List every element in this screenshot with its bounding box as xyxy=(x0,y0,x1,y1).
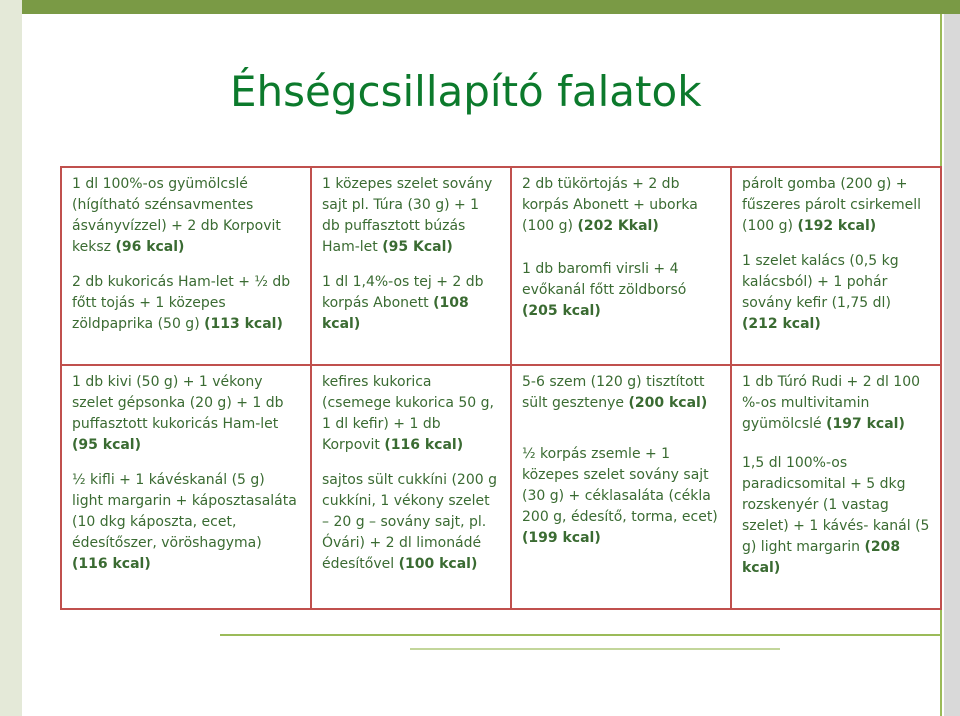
snack-text: sajtos sült cukkíni (200 g cukkíni, 1 vékony szelet – 20 g – sovány sajt, pl. Óvári) + 2 dl limonádé édesítővel xyxy=(322,472,497,572)
snack-text: 1 közepes szelet sovány sajt pl. Túra (30 g) + 1 db puffasztott búzás Ham-let xyxy=(322,176,493,255)
snack-cell-7 xyxy=(510,364,732,610)
snack-item xyxy=(522,372,720,414)
snack-kcal: (116 kcal) xyxy=(72,556,151,572)
snack-item xyxy=(72,174,300,258)
snack-kcal: (113 kcal) xyxy=(204,316,283,332)
snack-text: 2 db kukoricás Ham-let + ½ db főtt tojás + 1 közepes zöldpaprika (50 g) xyxy=(72,274,291,332)
snack-kcal: (100 kcal) xyxy=(398,556,478,572)
snack-item xyxy=(522,444,720,549)
slide-title: Éhségcsillapító falatok xyxy=(230,67,702,116)
snack-text: 1 dl 100%-os gyümölcslé (hígítható szénsavmentes ásványvízzel) + 2 db Korpovit keksz xyxy=(72,176,281,255)
bottom-divider-line xyxy=(220,634,940,636)
snack-item xyxy=(522,259,720,322)
snack-item xyxy=(742,251,930,335)
snack-text: ½ kifli + 1 kávéskanál (5 g) light margarin + káposztasaláta (10 dkg káposzta, ecet, édesítőszer, vöröshagyma) xyxy=(72,472,297,551)
snack-kcal: (96 kcal) xyxy=(115,239,185,255)
right-decor-band xyxy=(944,14,960,716)
snack-item xyxy=(72,272,300,335)
snack-cell-6 xyxy=(310,364,512,610)
top-accent-bar xyxy=(0,0,960,14)
snack-text: 1 db Túró Rudi + 2 dl 100 %-os multivitamin gyümölcslé xyxy=(742,374,921,432)
snack-kcal: (108 kcal) xyxy=(322,295,469,332)
snack-text: ½ korpás zsemle + 1 közepes szelet sovány sajt (30 g) + céklasaláta (cékla 200 g, édesítő, torma, ecet) xyxy=(522,446,718,525)
snack-item xyxy=(742,174,930,237)
snack-kcal: (200 kcal) xyxy=(628,395,708,411)
snack-cell-1 xyxy=(60,166,312,366)
snack-text: 1 szelet kalács (0,5 kg kalácsból) + 1 pohár sovány kefir (1,75 dl) xyxy=(742,253,899,311)
snack-kcal: (212 kcal) xyxy=(742,316,821,332)
snack-item xyxy=(322,372,500,456)
left-decor-band xyxy=(0,0,22,716)
snack-item xyxy=(72,372,300,456)
snack-kcal: (199 kcal) xyxy=(522,530,601,546)
snack-kcal: (202 Kkal) xyxy=(577,218,659,234)
snack-item xyxy=(322,174,500,258)
snack-cell-5 xyxy=(60,364,312,610)
snack-kcal: (116 kcal) xyxy=(384,437,464,453)
snack-kcal: (95 Kcal) xyxy=(382,239,453,255)
snack-cell-2 xyxy=(310,166,512,366)
snack-text: 2 db tükörtojás + 2 db korpás Abonett + uborka (100 g) xyxy=(522,176,698,234)
snack-cell-8 xyxy=(730,364,942,610)
snack-cell-3 xyxy=(510,166,732,366)
bottom-divider-line-short xyxy=(410,648,780,650)
snack-kcal: (205 kcal) xyxy=(522,303,601,319)
snack-item xyxy=(742,453,930,579)
snack-item xyxy=(742,372,930,435)
snack-kcal: (197 kcal) xyxy=(826,416,905,432)
snack-cell-4 xyxy=(730,166,942,366)
snack-text: 1 db baromfi virsli + 4 evőkanál főtt zöldborsó xyxy=(522,261,687,298)
snack-item xyxy=(522,174,720,237)
snack-text: kefires kukorica (csemege kukorica 50 g, 1 dl kefir) + 1 db Korpovit xyxy=(322,374,494,453)
snack-kcal: (192 kcal) xyxy=(797,218,877,234)
snack-kcal: (95 kcal) xyxy=(72,437,142,453)
snack-text: 1 db kivi (50 g) + 1 vékony szelet gépsonka (20 g) + 1 db puffasztott kukoricás Ham-let xyxy=(72,374,284,432)
snack-kcal: (208 kcal) xyxy=(742,539,901,576)
snack-item xyxy=(322,272,500,335)
snack-text: 1 dl 1,4%-os tej + 2 db korpás Abonett xyxy=(322,274,484,311)
snack-text: párolt gomba (200 g) + fűszeres párolt csirkemell (100 g) xyxy=(742,176,922,234)
snack-text: 1,5 dl 100%-os paradicsomital + 5 dkg rozskenyér (1 vastag szelet) + 1 kávés- kanál (5 g) light margarin xyxy=(742,455,930,555)
snack-item xyxy=(322,470,500,575)
snack-text: 5-6 szem (120 g) tisztított sült gesztenye xyxy=(522,374,705,411)
snack-item xyxy=(72,470,300,575)
